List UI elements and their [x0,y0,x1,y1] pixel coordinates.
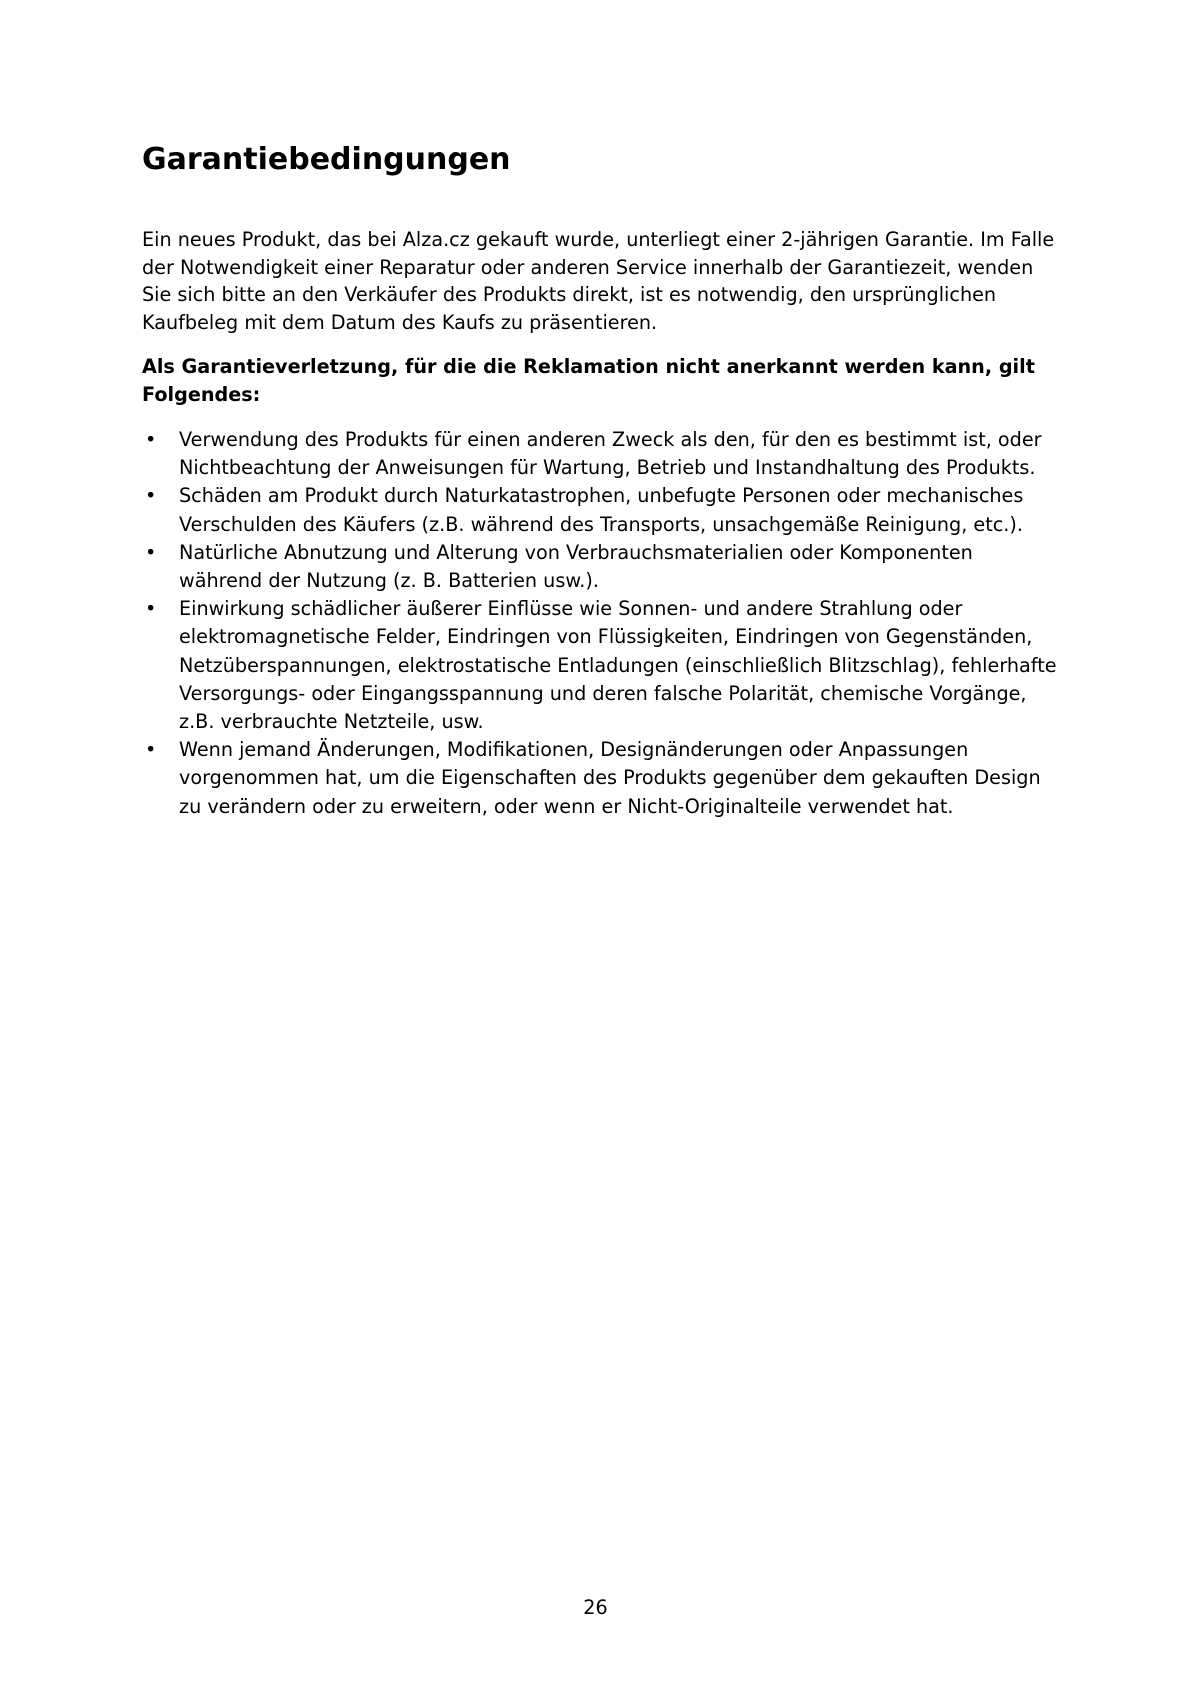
intro-paragraph: Ein neues Produkt, das bei Alza.cz gekauft wurde, unterliegt einer 2-jährigen Garantie. Im Falle der Notwendigkeit einer Reparatur oder anderen Service innerhalb der Garantiezeit, wenden Sie sich bitte an den Verkäufer des Produkts direkt, ist es notwendig, den ursprünglichen Kaufbeleg mit dem Datum des Kaufs zu präsentieren. [142,228,1055,334]
bullet-icon: • [145,738,157,762]
page-number: 26 [583,1596,608,1619]
list-item [142,736,1057,821]
exclusions-list [142,426,1057,821]
bullet-icon: • [145,597,157,621]
list-item-text: Schäden am Produkt durch Naturkatastrophen, unbefugte Personen oder mechanisches Verschulden des Käufers (z.B. während des Transports, unsachgemäße Reinigung, etc.). [179,484,1024,536]
list-item [142,539,1057,595]
bullet-icon: • [145,484,157,508]
list-item-text: Natürliche Abnutzung und Alterung von Verbrauchsmaterialien oder Komponenten während der Nutzung (z. B. Batterien usw.). [179,540,973,593]
list-item-text: Wenn jemand Änderungen, Modifikationen, Designänderungen oder Anpassungen vorgenommen hat, um die Eigenschaften des Produkts gegenüber dem gekauften Design zu verändern oder zu erweitern, oder wenn er Nicht-Originalteile verwendet hat. [179,738,1041,818]
list-item-text: Verwendung des Produkts für einen anderen Zweck als den, für den es bestimmt ist, oder Nichtbeachtung der Anweisungen für Wartung, Betrieb und Instandhaltung des Produkts. [179,428,1042,480]
bullet-icon: • [145,540,157,564]
list-item-text: Einwirkung schädlicher äußerer Einflüsse wie Sonnen- und andere Strahlung oder elektromagnetische Felder, Eindringen von Flüssigkeiten, Eindringen von Gegenständen, Netzüberspannungen, elektrostatische Entladungen (einschließlich Blitzschlag), fehlerhafte Versorgungs- oder Eingangsspannung und deren falsche Polarität, chemische Vorgänge, z.B. verbrauchte Netzteile, usw. [179,597,1057,734]
page-title: Garantiebedingungen [142,142,511,177]
list-item [142,595,1057,736]
list-item [142,482,1057,538]
exclusions-heading: Als Garantieverletzung, für die die Reklamation nicht anerkannt werden kann, gilt Folgendes: [142,355,1035,406]
bullet-icon: • [145,428,157,451]
list-item [142,426,1057,482]
